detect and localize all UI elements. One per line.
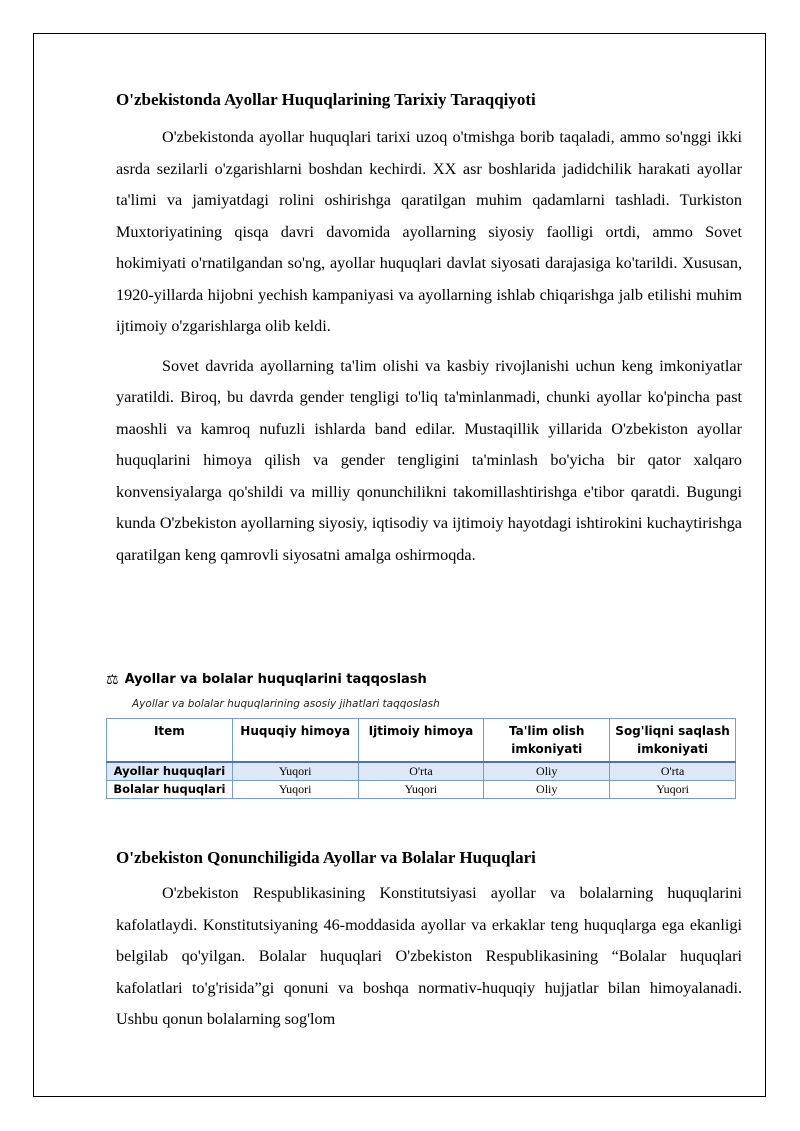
table-cell: Yuqori (358, 781, 484, 799)
row-label: Bolalar huquqlari (107, 781, 233, 799)
row-label: Ayollar huquqlari (107, 762, 233, 781)
comparison-table-block (106, 670, 736, 799)
table-title (106, 670, 736, 690)
table-cell: Yuqori (232, 762, 358, 781)
column-header: Ijtimoiy himoya (358, 719, 484, 763)
paragraph: O'zbekistonda ayollar huquqlari tarixi uzoq o'tmishga borib taqaladi, ammo so'nggi ikki asrda sezilarli o'zgarishlarni boshdan kechirdi. XX asr boshlarida jadidchilik harakati ayollar ta'limi va jamiyatdagi rolini oshirishga qaratilgan muhim qadamlarni tashladi. Turkiston Muxtoriyatining qisqa davri davomida ayollarning siyosiy faolligi ortdi, ammo Sovet hokimiyati o'rnatilgandan so'ng, ayollar huquqlari davlat siyosati darajasiga ko'tarildi. Xususan, 1920-yillarda hijobni yechish kampaniyasi va ayollarning ishlab chiqarishga jalb etilishi muhim ijtimoiy o'zgarishlarga olib keldi. (116, 128, 742, 335)
paragraph: Sovet davrida ayollarning ta'lim olishi va kasbiy rivojlanishi uchun keng imkoniyatlar yaratildi. Biroq, bu davrda gender tengligi to'liq ta'minlanmadi, chunki ayollar ko'pincha past maoshli va kamroq nufuzli ishlarda band edilar. Mustaqillik yillarida O'zbekiston ayollar huquqlarini himoya qilish va gender tengligini ta'minlash bo'yicha bir qator xalqaro konvensiyalarga qo'shildi va milliy qonunchilikni takomillashtirishga e'tibor qaratdi. Bugungi kunda O'zbekiston ayollarning siyosiy, iqtisodiy va ijtimoiy hayotdagi ishtirokini kuchaytirishga qaratilgan keng qamrovli siyosatni amalga oshirmoqda. (116, 356, 742, 564)
table-cell: Yuqori (610, 781, 736, 799)
section-historical (116, 84, 742, 571)
table-cell: O'rta (358, 762, 484, 781)
table-cell: Yuqori (232, 781, 358, 799)
table-row (107, 762, 736, 781)
table-cell: Oliy (484, 762, 610, 781)
table-row (107, 781, 736, 799)
section-heading: O'zbekistonda Ayollar Huquqlarining Tarixiy Taraqqiyoti (116, 90, 536, 109)
column-header: Huquqiy himoya (232, 719, 358, 763)
table-header-row (107, 719, 736, 763)
table-cell: Oliy (484, 781, 610, 799)
section-legislation (116, 846, 742, 1036)
table-cell: O'rta (610, 762, 736, 781)
section-heading: O'zbekiston Qonunchiligida Ayollar va Bolalar Huquqlari (116, 848, 536, 867)
scale-balance-icon: ⚖ (106, 672, 119, 688)
column-header: Item (107, 719, 233, 763)
column-header: Ta'lim olish imkoniyati (484, 719, 610, 763)
comparison-table (106, 718, 736, 799)
column-header: Sog'liqni saqlash imkoniyati (610, 719, 736, 763)
table-caption: Ayollar va bolalar huquqlarining asosiy jihatlari taqqoslash (132, 698, 440, 710)
paragraph: O'zbekiston Respublikasining Konstitutsiyasi ayollar va bolalarning huquqlarini kafolatlaydi. Konstitutsiyaning 46-moddasida ayollar va erkaklar teng huquqlarga ega ekanligi belgilab qo'yilgan. Bolalar huquqlari O'zbekiston Respublikasining “Bolalar huquqlari kafolatlari to'g'risida”gi qonuni va boshqa normativ-huquqiy hujjatlar bilan himoyalanadi. Ushbu qonun bolalarning sog'lom (116, 884, 742, 1028)
table-title-text: Ayollar va bolalar huquqlarini taqqoslash (124, 672, 427, 687)
